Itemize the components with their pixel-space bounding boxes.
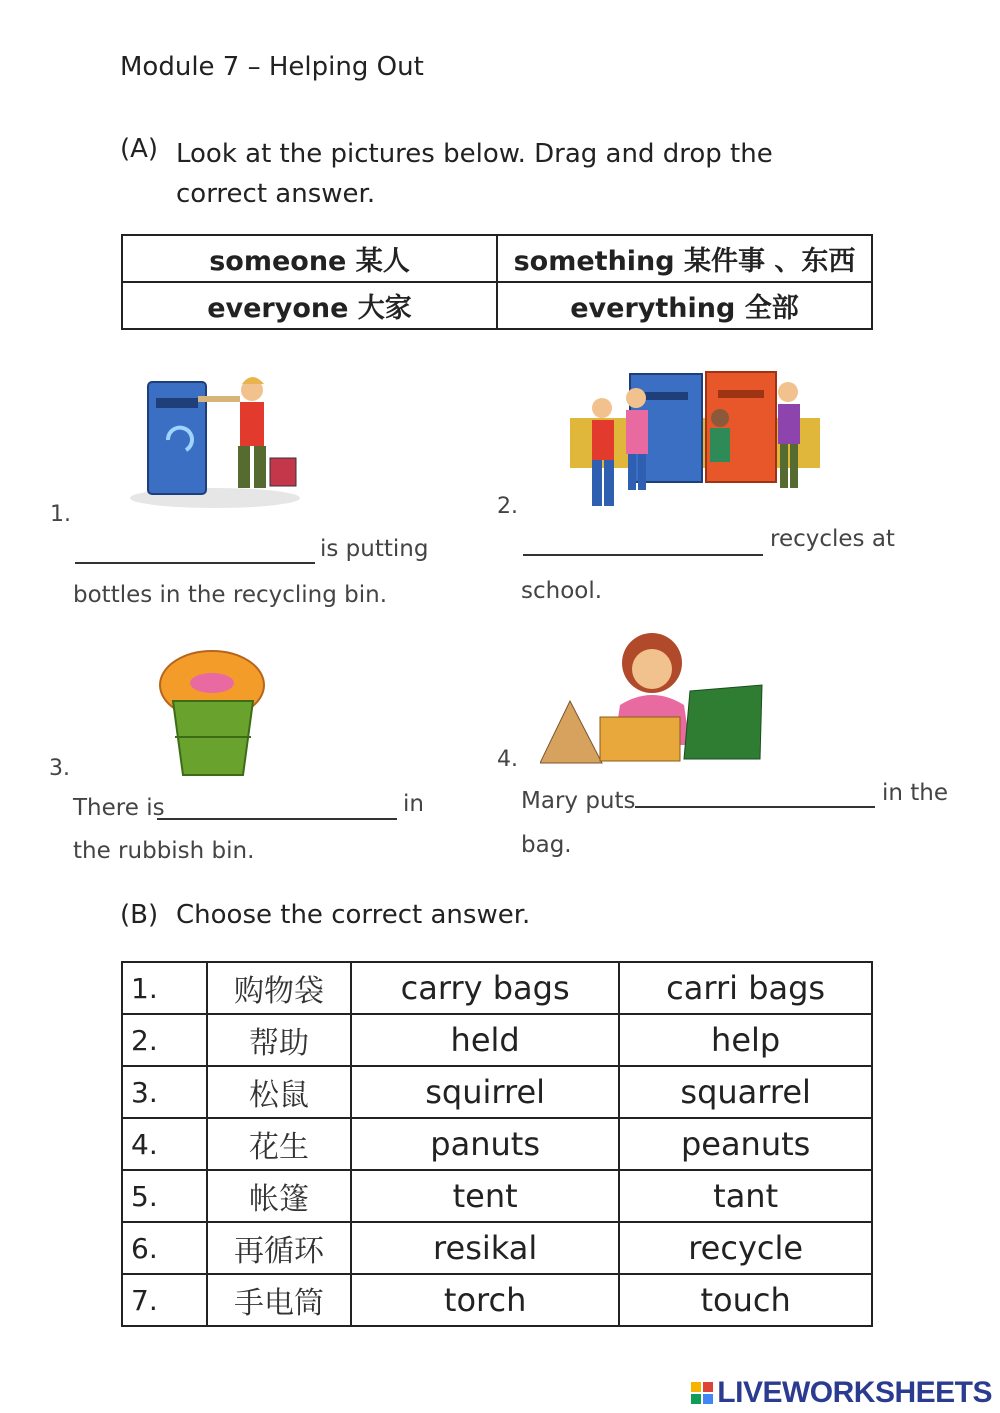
row-number: 7. xyxy=(122,1274,207,1326)
liveworksheets-logo-icon xyxy=(691,1382,713,1404)
mary-packing-bag-picture xyxy=(540,625,765,765)
chinese-word: 花生 xyxy=(207,1118,351,1170)
question-3-after: in xyxy=(403,791,424,817)
question-2-after: recycles at xyxy=(770,526,895,552)
question-1-blank[interactable] xyxy=(75,562,315,564)
option-b[interactable]: help xyxy=(619,1014,872,1066)
option-a[interactable]: torch xyxy=(351,1274,619,1326)
question-1-line2: bottles in the recycling bin. xyxy=(73,582,388,608)
table-row xyxy=(122,1014,872,1066)
word-someone[interactable]: someone 某人 xyxy=(122,235,497,282)
table-row xyxy=(122,1066,872,1118)
rubbish-bin-picture xyxy=(155,645,270,780)
option-b[interactable]: peanuts xyxy=(619,1118,872,1170)
question-4-before: Mary puts xyxy=(521,788,636,814)
chinese-word: 松鼠 xyxy=(207,1066,351,1118)
section-a-instruction: Look at the pictures below. Drag and drop the correct answer. xyxy=(176,139,773,209)
section-b-instruction: Choose the correct answer. xyxy=(176,900,531,930)
question-4-blank[interactable] xyxy=(635,806,875,808)
liveworksheets-logo xyxy=(691,1376,992,1410)
choices-table xyxy=(121,961,873,1327)
children-recycling-picture xyxy=(570,370,825,520)
chinese-word: 再循环 xyxy=(207,1222,351,1274)
question-3-line2: the rubbish bin. xyxy=(73,838,255,864)
page-title: Module 7 – Helping Out xyxy=(120,52,424,82)
table-row xyxy=(122,1118,872,1170)
option-b[interactable]: touch xyxy=(619,1274,872,1326)
table-row xyxy=(122,1274,872,1326)
question-4-line2: bag. xyxy=(521,832,572,858)
option-a[interactable]: panuts xyxy=(351,1118,619,1170)
question-1-after: is putting xyxy=(320,536,429,562)
question-2-line2: school. xyxy=(521,578,603,604)
row-number: 5. xyxy=(122,1170,207,1222)
question-3-blank[interactable] xyxy=(157,818,397,820)
section-a-letter: (A) xyxy=(120,134,159,164)
question-2-blank[interactable] xyxy=(523,554,763,556)
row-number: 6. xyxy=(122,1222,207,1274)
row-number: 1. xyxy=(122,962,207,1014)
word-everything[interactable]: everything 全部 xyxy=(497,282,872,329)
chinese-word: 购物袋 xyxy=(207,962,351,1014)
table-row xyxy=(122,1222,872,1274)
option-b[interactable]: squarrel xyxy=(619,1066,872,1118)
question-3-number: 3. xyxy=(49,756,70,781)
recycling-bin-boy-picture xyxy=(120,370,310,510)
option-b[interactable]: tant xyxy=(619,1170,872,1222)
question-4-number: 4. xyxy=(497,747,518,772)
question-1-number: 1. xyxy=(50,502,71,527)
option-a[interactable]: squirrel xyxy=(351,1066,619,1118)
chinese-word: 帐篷 xyxy=(207,1170,351,1222)
row-number: 4. xyxy=(122,1118,207,1170)
option-b[interactable]: recycle xyxy=(619,1222,872,1274)
option-a[interactable]: tent xyxy=(351,1170,619,1222)
row-number: 2. xyxy=(122,1014,207,1066)
row-number: 3. xyxy=(122,1066,207,1118)
question-4-after: in the xyxy=(882,780,949,806)
table-row xyxy=(122,962,872,1014)
option-a[interactable]: resikal xyxy=(351,1222,619,1274)
brand-name: LIVEWORKSHEETS xyxy=(717,1376,992,1409)
word-everyone[interactable]: everyone 大家 xyxy=(122,282,497,329)
word-bank-table xyxy=(121,234,873,330)
table-row xyxy=(122,1170,872,1222)
option-a[interactable]: carry bags xyxy=(351,962,619,1014)
question-3-before: There is xyxy=(73,795,165,821)
chinese-word: 帮助 xyxy=(207,1014,351,1066)
section-b-letter: (B) xyxy=(120,900,159,930)
option-b[interactable]: carri bags xyxy=(619,962,872,1014)
word-something[interactable]: something 某件事 、东西 xyxy=(497,235,872,282)
option-a[interactable]: held xyxy=(351,1014,619,1066)
chinese-word: 手电筒 xyxy=(207,1274,351,1326)
question-2-number: 2. xyxy=(497,494,518,519)
